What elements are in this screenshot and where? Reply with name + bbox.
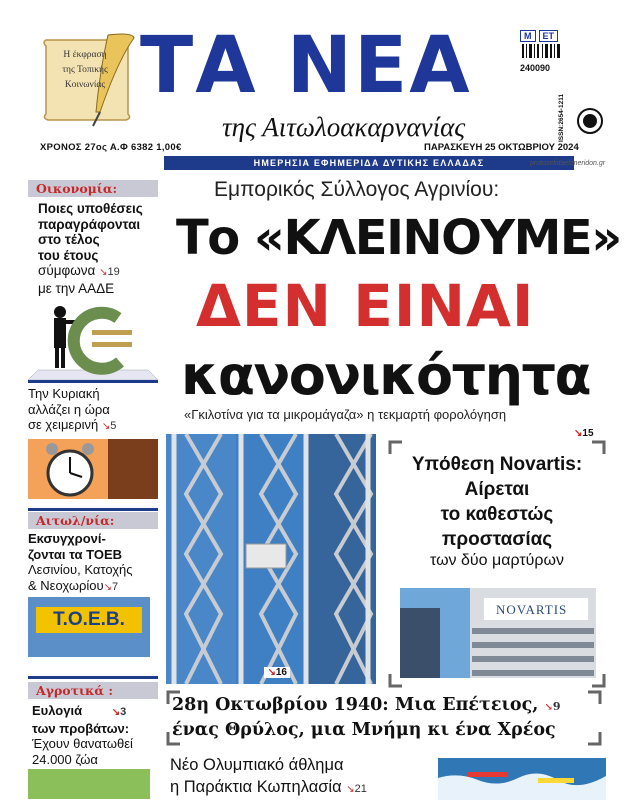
page-arrow-icon: ↘	[267, 667, 276, 678]
novartis-subline: των δύο μαρτύρων	[429, 552, 565, 569]
newspaper-subtitle: της Αιτωλοακαρνανίας	[222, 112, 466, 142]
headline-line-1[interactable]: Το «ΚΛΕΙΝΟΥΜΕ»	[176, 210, 621, 266]
issue-info: ΧΡΟΝΟΣ 27ος Α.Φ 6382 1,00€	[40, 142, 182, 153]
section-heading-economy: Οικονομία:	[28, 180, 158, 197]
issn-label: ISSN:2654-1211	[558, 93, 565, 142]
section-heading-aitolnia: Αιτωλ/νία:	[28, 512, 158, 529]
rowing-headline[interactable]: Νέο Ολυμπιακό άθλημα η Παράκτια Κωπηλασία ↘21	[170, 756, 367, 796]
page-arrow-icon: ↘	[111, 707, 121, 718]
page-arrow-icon: ↘	[101, 421, 111, 432]
rowing-photo	[438, 758, 606, 800]
novartis-building-photo	[400, 588, 596, 678]
toeb-sign: Τ.Ο.Ε.Β.	[36, 607, 142, 633]
novartis-logo-text: NOVARTIS	[496, 602, 568, 617]
alarm-clock-icon	[28, 439, 158, 499]
novartis-box[interactable]	[388, 440, 606, 688]
economy-headline: Ποιες υποθέσεις παραγράφονται στο τέλος του έτους	[38, 201, 143, 263]
sidebar-agro[interactable]	[28, 682, 158, 799]
shop-gate-photo	[166, 434, 376, 684]
oxi-day-box[interactable]	[166, 690, 602, 746]
businessman-euro-illustration	[28, 300, 158, 380]
page-arrow-icon: ↘	[103, 581, 112, 593]
lead-subtitle: «Γκιλοτίνα για τα μικρομάγαζα» η τεκμαρτή φορολόγηση	[184, 407, 507, 422]
barcode-block	[520, 30, 588, 73]
sidebar-clock-change[interactable]	[28, 386, 158, 499]
masthead-slogan: Η έκφραση της Τοπικής Κοινωνίας	[62, 50, 108, 90]
publisher-seal-icon	[577, 108, 603, 134]
sheep-pox-headline: Ευλογιά ↘3 των προβάτων: Έχουν θανατωθεί 24.000 ζώα	[32, 703, 133, 767]
clock-headline: Την Κυριακή αλλάζει η ώρα σε χειμερινή ↘5	[28, 386, 117, 432]
page-arrow-icon: ↘	[574, 428, 583, 439]
page-arrow-icon: ↘	[99, 267, 108, 278]
oxi-headline: 28η Οκτωβρίου 1940: Μια Επέτειος, ↘9 ένας Θρύλος, μια Μνήμη κι ένα Χρέος	[172, 695, 561, 740]
lead-page-ref: ↘15	[574, 428, 594, 439]
barcode-graphic	[520, 44, 580, 58]
gate-page-ref: ↘16	[264, 667, 290, 678]
headline-line-3[interactable]: κανονικότητα	[181, 344, 591, 407]
divider	[28, 380, 158, 383]
kicker: Εμπορικός Σύλλογος Αγρινίου:	[214, 178, 500, 201]
divider	[28, 508, 158, 511]
toeb-sign-photo	[28, 597, 150, 657]
economy-subline: σύμφωνα ↘19 με την ΑΑΔΕ	[38, 263, 120, 296]
badge-et: ΕΤ	[539, 30, 559, 42]
barcode-code: 240090	[520, 63, 551, 73]
website-watermark: protoselidaefimeridon.gr	[530, 160, 606, 167]
section-heading-agro: Αγροτικά :	[28, 682, 158, 699]
page-arrow-icon: ↘	[544, 702, 553, 713]
sidebar-economy[interactable]	[28, 180, 158, 380]
novartis-headline: Υπόθεση Novartis: Αίρεται το καθεστώς προστασίας	[411, 454, 583, 550]
badge-m: Μ	[520, 30, 536, 42]
sidebar-aitolnia[interactable]	[28, 512, 158, 657]
sheep-photo	[28, 769, 150, 799]
tagline-bar: ΗΜΕΡΗΣΙΑ ΕΦΗΜΕΡΙΔΑ ΔΥΤΙΚΗΣ ΕΛΛΑΔΑΣ	[164, 156, 574, 170]
page-arrow-icon: ↘	[346, 784, 355, 795]
toeb-headline: Εκσυγχρονί- ζονται τα ΤΟΕΒ Λεσινίου, Κατοχής & Νεοχωρίου↘7	[28, 531, 133, 593]
issue-date: ΠΑΡΑΣΚΕΥΗ 25 ΟΚΤΩΒΡΙΟΥ 2024	[424, 142, 579, 153]
headline-line-2[interactable]: ΔΕΝ ΕΙΝΑΙ	[196, 272, 535, 340]
newspaper-title: ΤΑ ΝΕΑ	[140, 21, 472, 111]
divider	[28, 676, 158, 679]
